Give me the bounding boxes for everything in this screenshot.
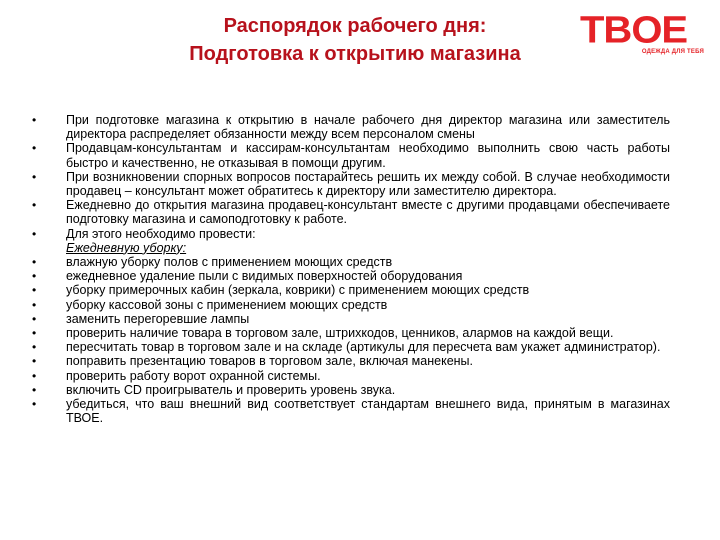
bullet-icon: • — [32, 113, 37, 127]
list-item — [28, 312, 670, 326]
list-item — [28, 383, 670, 397]
bullet-icon: • — [32, 198, 37, 213]
list-item — [28, 340, 670, 354]
list-item-text: Продавцам-консультантам и кассирам-консультантам необходимо выполнить свою часть работы быстро и качественно, не отказывая в помощи другим. — [66, 141, 670, 170]
list-item — [28, 227, 670, 241]
list-item-text: заменить перегоревшие лампы — [66, 311, 250, 326]
list-item — [28, 255, 670, 269]
list-item — [28, 113, 670, 141]
list-item — [28, 269, 670, 283]
bullet-icon: • — [32, 283, 37, 298]
list-item — [28, 170, 670, 198]
list-item-text: Ежедневно до открытия магазина продавец-консультант вместе с другими продавцами обеспечиваете подготовку магазина и самоподготовку к работе. — [66, 198, 670, 227]
list-item — [28, 397, 670, 425]
list-item — [28, 198, 670, 226]
list-item — [28, 354, 670, 368]
list-item-text: уборку кассовой зоны с применением моющих средств — [66, 297, 388, 312]
logo-tagline: ОДЕЖДА ДЛЯ ТЕБЯ — [641, 49, 704, 55]
list-item-text: пересчитать товар в торговом зале и на складе (артикулы для пересчета вам укажет администратор). — [66, 340, 661, 355]
title-line-2: Подготовка к открытию магазина — [189, 43, 521, 65]
bullet-icon: • — [32, 141, 37, 156]
list-item-text: При возникновении спорных вопросов постарайтесь решить их между собой. В случае необходимости продавец – консультант может обратитесь к директору или заместителю директора. — [66, 169, 670, 199]
title-line-1: Распорядок рабочего дня: — [223, 15, 487, 37]
list-item-text: При подготовке магазина к открытию в начале рабочего дня директор магазина или заместитель директора распределяет обязанности между всем персоналом смены — [66, 113, 670, 142]
slide-title — [120, 12, 590, 68]
list-item-text: проверить наличие товара в торговом зале, штрихкодов, ценников, алармов на каждой вещи. — [66, 326, 614, 341]
bullet-icon: • — [32, 340, 37, 355]
list-item — [28, 369, 670, 383]
list-item-text: ежедневное удаление пыли с видимых поверхностей оборудования — [66, 269, 463, 284]
bullet-icon: • — [32, 297, 37, 312]
bullet-icon: • — [32, 269, 37, 284]
bullet-icon: • — [32, 226, 37, 241]
list-item — [28, 298, 670, 312]
list-item — [28, 283, 670, 297]
bullet-icon: • — [32, 354, 37, 369]
list-item-text: включить CD проигрыватель и проверить уровень звука. — [66, 382, 396, 397]
list-item-text: Ежедневную уборку: — [66, 240, 187, 255]
list-item-text: поправить презентацию товаров в торговом зале, включая манекены. — [66, 354, 474, 369]
list-item — [28, 141, 670, 169]
list-item-text: Для этого необходимо провести: — [66, 226, 256, 241]
bullet-icon: • — [32, 397, 37, 412]
logo-wordmark: TBOE — [580, 9, 688, 52]
list-item-text: влажную уборку полов с применением моющих средств — [66, 255, 393, 270]
list-subheading — [28, 241, 670, 255]
brand-logo — [580, 9, 704, 60]
bullet-icon: • — [32, 255, 37, 270]
bullet-icon: • — [32, 311, 37, 326]
list-item-text: убедиться, что ваш внешний вид соответствует стандартам внешнего вида, принятым в магазинах ТВОЕ. — [66, 397, 670, 426]
bullet-icon: • — [32, 326, 37, 341]
bullet-icon: • — [32, 382, 37, 397]
bullet-icon: • — [32, 169, 37, 184]
bullet-list — [28, 113, 670, 425]
list-item-text: проверить работу ворот охранной системы. — [66, 368, 321, 383]
list-item — [28, 326, 670, 340]
bullet-icon: • — [32, 368, 37, 383]
list-item-text: уборку примерочных кабин (зеркала, коврики) с применением моющих средств — [66, 283, 530, 298]
